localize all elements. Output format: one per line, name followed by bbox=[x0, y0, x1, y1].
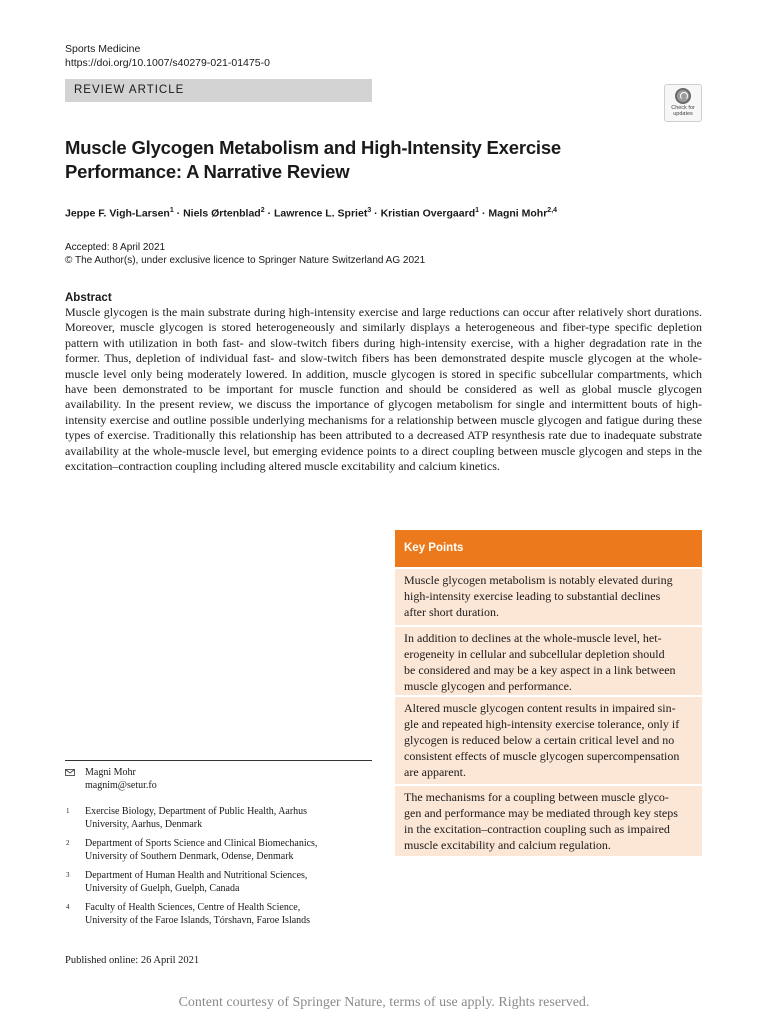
key-point-line: erogeneity in cellular and subcellular depletion should bbox=[404, 647, 665, 661]
key-point-line: muscle excitability and calcium regulation. bbox=[404, 838, 611, 852]
affiliation-line: University of the Faroe Islands, Tórshavn, Faroe Islands bbox=[85, 915, 311, 926]
corresponding-author-name: Magni Mohr bbox=[85, 767, 136, 778]
affiliation-line: Faculty of Health Sciences, Centre of Health Science, bbox=[85, 902, 301, 913]
affiliation-line: University of Guelph, Guelph, Canada bbox=[85, 883, 240, 894]
key-point-item bbox=[395, 569, 702, 625]
author-name[interactable]: Jeppe F. Vigh-Larsen bbox=[65, 207, 170, 220]
author-name[interactable]: Lawrence L. Spriet bbox=[273, 207, 368, 220]
affiliation-text bbox=[85, 869, 385, 895]
key-point-item bbox=[395, 697, 702, 784]
author-separator: · bbox=[173, 207, 184, 220]
affiliation-number: 2 bbox=[66, 839, 70, 847]
affiliation-line: University, Aarhus, Denmark bbox=[85, 819, 203, 830]
affiliation-number: 1 bbox=[66, 807, 70, 815]
affiliation-text bbox=[85, 805, 385, 831]
key-point-line: Altered muscle glycogen content results in impaired sin- bbox=[404, 701, 676, 715]
journal-name: Sports Medicine bbox=[65, 43, 141, 55]
affiliation-line: Exercise Biology, Department of Public Health, Aarhus bbox=[85, 806, 308, 817]
check-for-updates-badge[interactable] bbox=[664, 84, 702, 122]
author-separator: · bbox=[479, 207, 489, 220]
key-point-line: gle and repeated high-intensity exercise tolerance, only if bbox=[404, 717, 680, 731]
affiliation-number: 4 bbox=[66, 903, 70, 911]
key-point-line: glycogen is reduced below a certain critical level and no bbox=[404, 733, 675, 747]
key-point-line: after short duration. bbox=[404, 605, 499, 619]
affiliation-text bbox=[85, 837, 385, 863]
author-separator: · bbox=[264, 207, 274, 220]
key-point-line: The mechanisms for a coupling between muscle glyco- bbox=[404, 790, 669, 804]
author-affiliation-mark: 2,4 bbox=[547, 207, 558, 214]
key-point-line: high-intensity exercise leading to substantial declines bbox=[404, 589, 661, 603]
key-point-line: are apparent. bbox=[404, 765, 466, 779]
accepted-date: Accepted: 8 April 2021 bbox=[65, 242, 166, 253]
key-point-line: be considered and may be a key aspect in a link between bbox=[404, 663, 676, 677]
author-affiliation-mark: 3 bbox=[367, 207, 372, 214]
author-separator: · bbox=[371, 207, 381, 220]
courtesy-notice: Content courtesy of Springer Nature, terms of use apply. Rights reserved. bbox=[178, 995, 590, 1010]
key-point-line: in the excitation–contraction coupling such as impaired bbox=[404, 822, 670, 836]
author-affiliation-mark: 1 bbox=[475, 207, 480, 214]
check-updates-label: Check for updates bbox=[671, 105, 695, 117]
footnote-divider bbox=[65, 760, 372, 761]
author-list bbox=[65, 204, 705, 221]
key-point-item bbox=[395, 627, 702, 695]
affiliation-text bbox=[85, 901, 385, 927]
author-name[interactable]: Niels Ørtenblad bbox=[183, 207, 261, 220]
key-point-line: muscle glycogen and performance. bbox=[404, 679, 572, 693]
article-title: Muscle Glycogen Metabolism and High-Intensity Exercise Performance: A Narrative Review bbox=[65, 137, 562, 182]
corresponding-author-email[interactable]: magnim@setur.fo bbox=[85, 780, 157, 791]
author-affiliation-mark: 2 bbox=[260, 207, 265, 214]
affiliation-line: Department of Human Health and Nutritional Sciences, bbox=[85, 870, 308, 881]
license-notice: © The Author(s), under exclusive licence to Springer Nature Switzerland AG 2021 bbox=[65, 255, 426, 266]
key-point-line: consistent effects of muscle glycogen supercompensation bbox=[404, 749, 680, 763]
abstract-heading: Abstract bbox=[65, 292, 112, 304]
article-type-banner: REVIEW ARTICLE bbox=[65, 79, 372, 102]
author-name[interactable]: Magni Mohr bbox=[488, 207, 548, 220]
author-name[interactable]: Kristian Overgaard bbox=[380, 207, 476, 220]
doi-link[interactable]: https://doi.org/10.1007/s40279-021-01475-0 bbox=[65, 57, 270, 69]
affiliation-number: 3 bbox=[66, 871, 70, 879]
envelope-icon[interactable] bbox=[65, 769, 75, 776]
key-point-item bbox=[395, 786, 702, 856]
affiliation-line: University of Southern Denmark, Odense, Denmark bbox=[85, 851, 294, 862]
key-point-line: gen and performance may be mediated through key steps bbox=[404, 806, 678, 820]
key-point-line: Muscle glycogen metabolism is notably elevated during bbox=[404, 573, 673, 587]
update-check-icon bbox=[675, 88, 691, 104]
author-affiliation-mark: 1 bbox=[169, 207, 174, 214]
abstract-text: Muscle glycogen is the main substrate during high-intensity exercise and large reductions can occur after relatively short durations. Moreover, muscle glycogen is stored heterogeneously and similarly displays a heterogeneous and fiber-type specific depletion pattern with utilization in both fast- and slow-twitch fibers during high-intensity exercise, with a higher degradation rate in the former. Thus, depletion of individual fast- and slow-twitch fibers has been demonstrated despite muscle glycogen at the whole-muscle level only being moderately lowered. In addition, muscle glycogen is stored in specific subcellular compartments, which have been demonstrated to be important for muscle function and should be considered as well as global muscle glycogen availability. In the present review, we discuss the importance of glycogen metabolism for single and intermittent bouts of high-intensity exercise and outline possible underlying mechanisms for a relationship between muscle glycogen and fatigue during these types of exercise. Traditionally this relationship has been attributed to a decreased ATP resynthesis rate due to inadequate substrate availability at the whole-muscle level, but emerging evidence points to a direct coupling between muscle glycogen and steps in the excitation–contraction coupling including altered muscle excitability and calcium kinetics. bbox=[65, 305, 702, 474]
affiliation-line: Department of Sports Science and Clinical Biomechanics, bbox=[85, 838, 318, 849]
key-points-heading: Key Points bbox=[395, 530, 702, 567]
key-point-line: In addition to declines at the whole-muscle level, het- bbox=[404, 631, 662, 645]
published-date: Published online: 26 April 2021 bbox=[65, 955, 200, 966]
